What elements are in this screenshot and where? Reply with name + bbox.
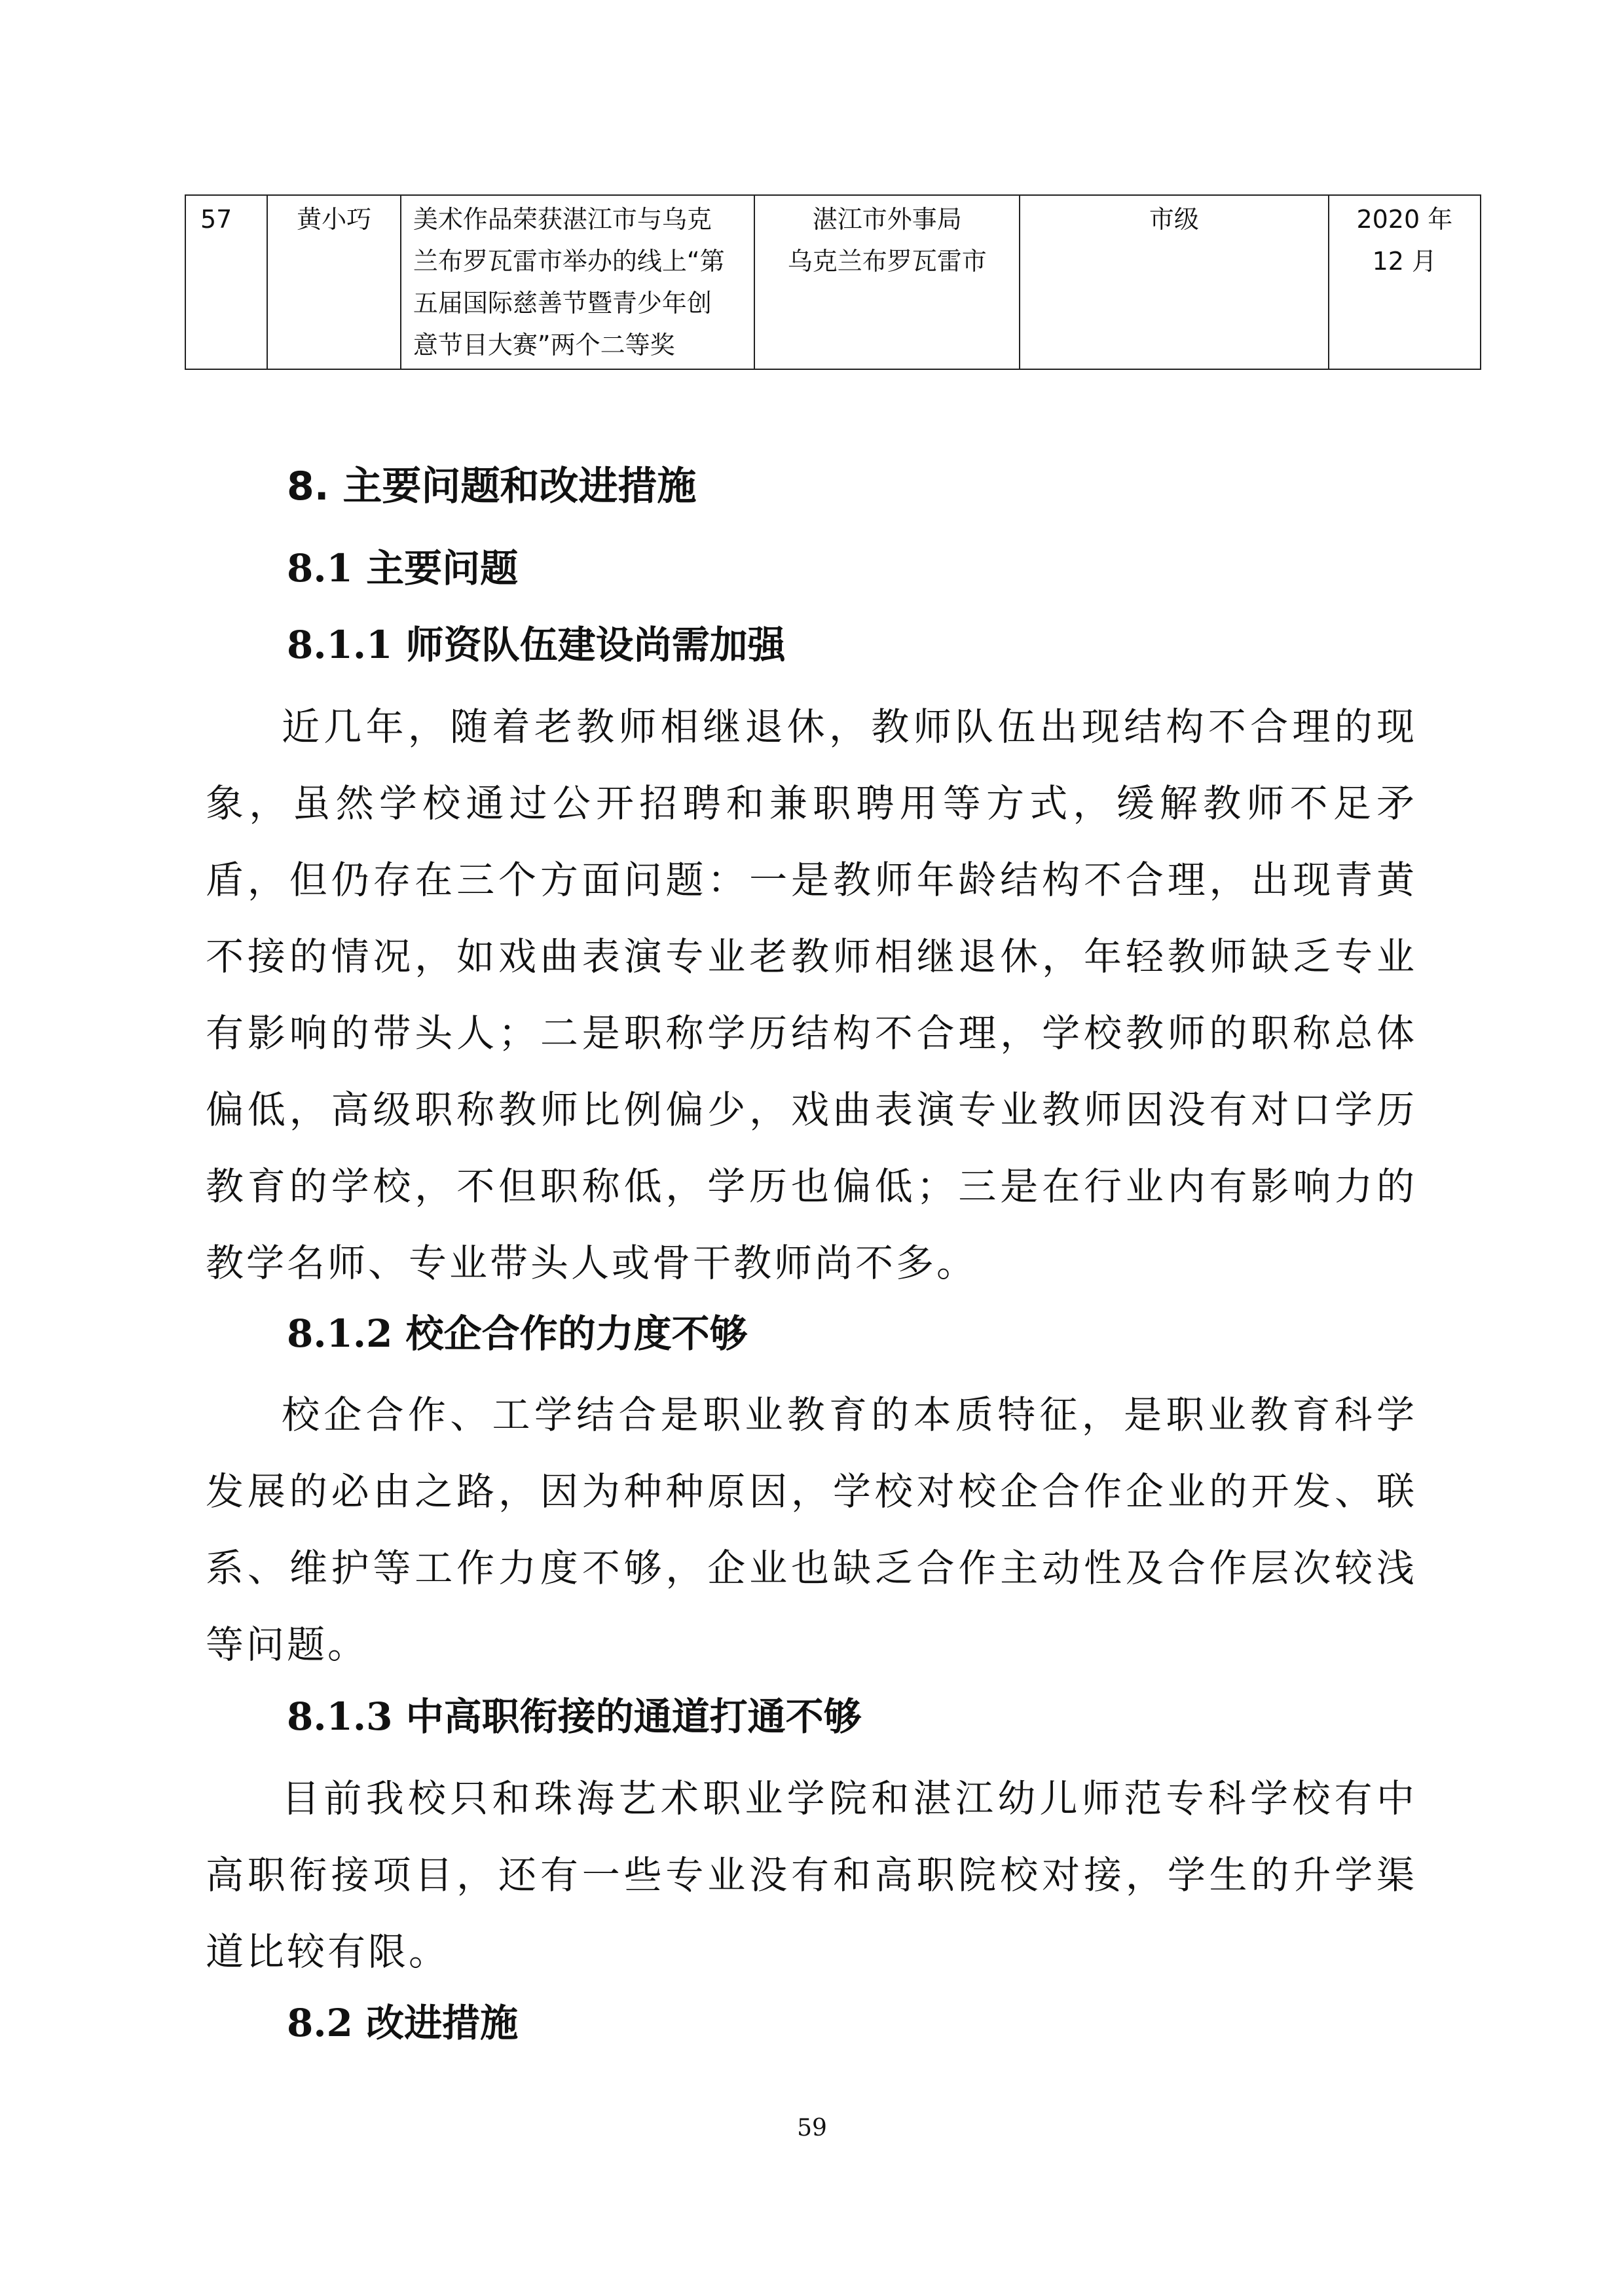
award-date-line: 2020 年 bbox=[1356, 205, 1453, 234]
award-date-line: 12 月 bbox=[1372, 247, 1437, 276]
organizer-cell bbox=[754, 195, 1020, 369]
award-date-cell bbox=[1329, 195, 1481, 369]
section-title: 8. 主要问题和改进措施 bbox=[287, 464, 697, 509]
row-number-cell: 57 bbox=[185, 195, 267, 369]
subsection-heading-main-problems: 8.1 主要问题 bbox=[287, 546, 519, 591]
award-description-line: 美术作品荣获湛江市与乌克 bbox=[413, 205, 712, 234]
page-number: 59 bbox=[797, 2115, 827, 2141]
subsection-heading-teaching-staff: 8.1.1 师资队伍建设尚需加强 bbox=[287, 623, 786, 667]
subsection-heading-improvement-measures: 8.2 改进措施 bbox=[287, 2001, 519, 2045]
organizer-line: 湛江市外事局 bbox=[812, 205, 962, 234]
paragraph-teaching-staff: 近几年，随着老教师相继退休，教师队伍出现结构不合理的现象，虽然学校通过公开招聘和兼职聘用等方式，缓解教师不足矛盾，但仍存在三个方面问题：一是教师年龄结构不合理，出现青黄不接的情况，如戏曲表演专业老教师相继退休，年轻教师缺乏专业有影响的带头人；二是职称学历结构不合理，学校教师的职称总体偏低，高级职称教师比例偏少，戏曲表演专业教师因没有对口学历教育的学校，不但职称低，学历也偏低；三是在行业内有影响力的教学名师、专业带头人或骨干教师尚不多。 bbox=[206, 704, 1417, 1285]
table-row bbox=[185, 195, 1481, 369]
award-description-line: 兰布罗瓦雷市举办的线上“第 bbox=[413, 247, 725, 276]
award-table bbox=[185, 194, 1481, 370]
award-description-cell bbox=[401, 195, 755, 369]
organizer-line: 乌克兰布罗瓦雷市 bbox=[787, 247, 987, 276]
subsection-heading-school-enterprise: 8.1.2 校企合作的力度不够 bbox=[287, 1311, 748, 1356]
subsection-heading-vocational-connection: 8.1.3 中高职衔接的通道打通不够 bbox=[287, 1694, 862, 1739]
award-level-cell: 市级 bbox=[1020, 195, 1329, 369]
paragraph-vocational-connection: 目前我校只和珠海艺术职业学院和湛江幼儿师范专科学校有中高职衔接项目，还有一些专业没有和高职院校对接，学生的升学渠道比较有限。 bbox=[206, 1776, 1417, 1974]
paragraph-school-enterprise: 校企合作、工学结合是职业教育的本质特征，是职业教育科学发展的必由之路，因为种种原因，学校对校企合作企业的开发、联系、维护等工作力度不够，企业也缺乏合作主动性及合作层次较浅等问题。 bbox=[206, 1393, 1417, 1667]
student-name-cell: 黄小巧 bbox=[267, 195, 401, 369]
award-description-line: 五届国际慈善节暨青少年创 bbox=[413, 289, 712, 318]
award-description-line: 意节目大赛”两个二等奖 bbox=[413, 331, 675, 359]
